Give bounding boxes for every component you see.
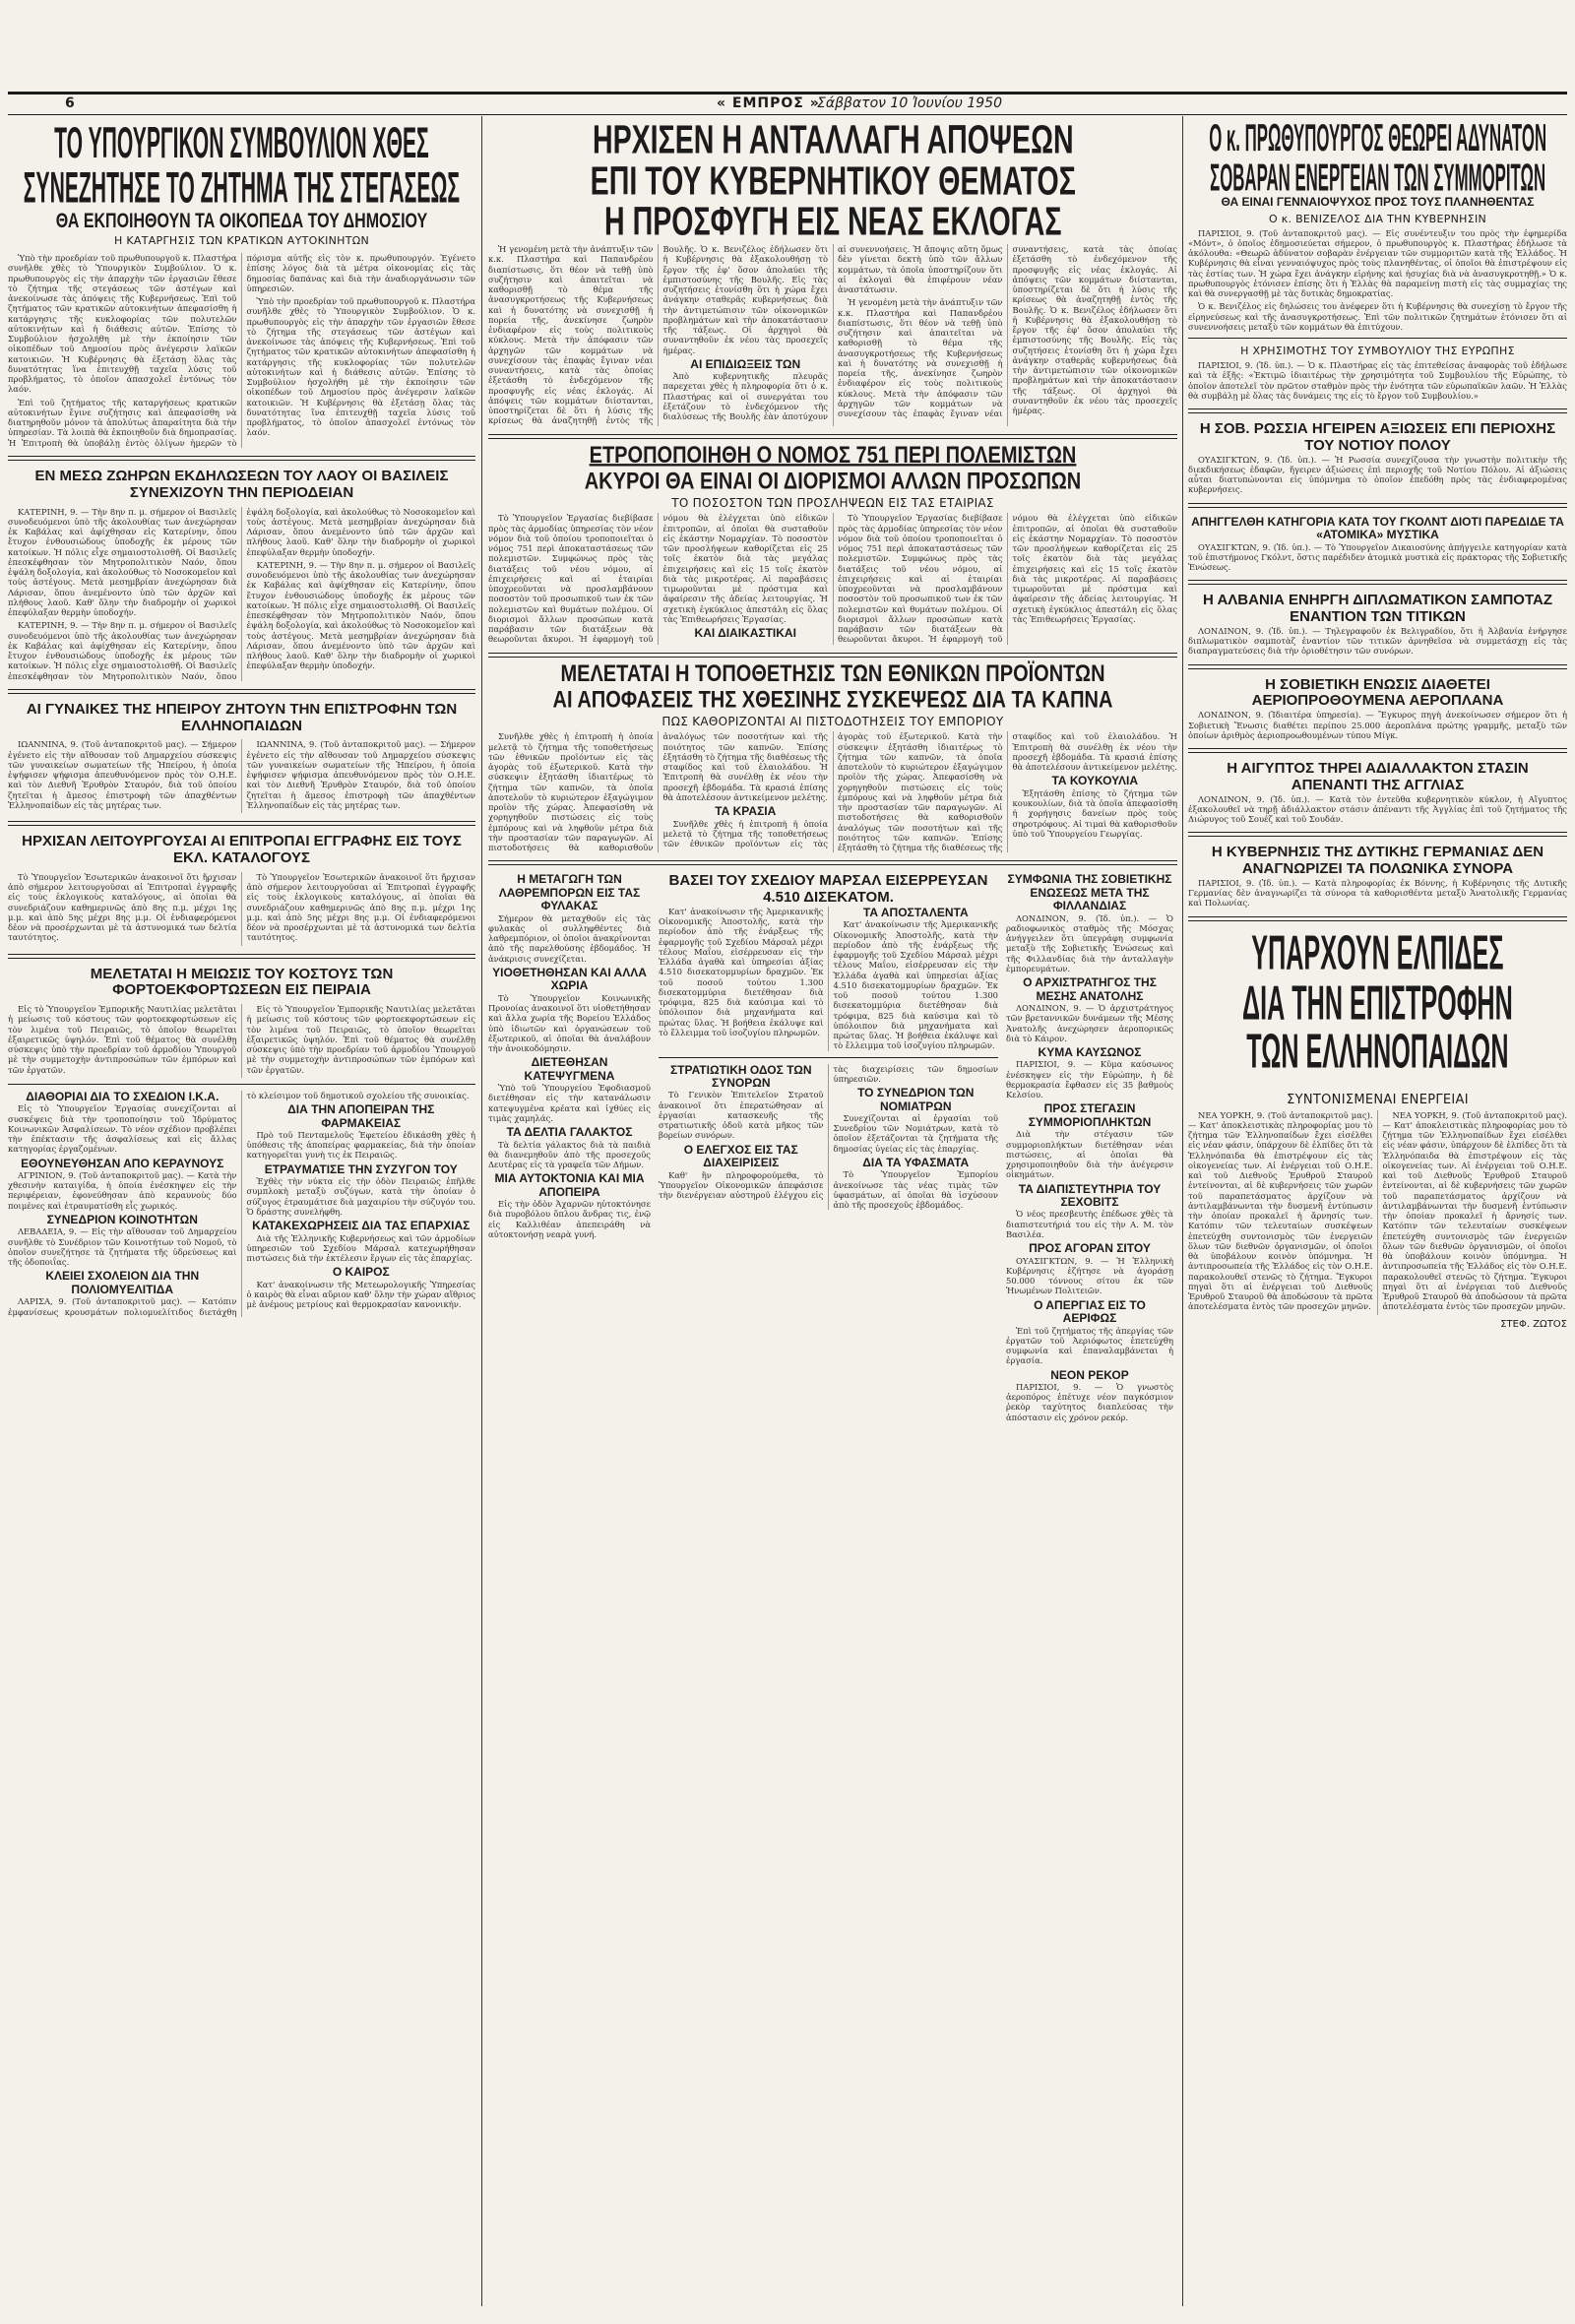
brief-headline: ΥΙΟΘΕΤΗΘΗΣΑΝ ΚΑΙ ΑΛΛΑ ΧΩΡΙΑ [492, 965, 647, 993]
article-body [8, 872, 475, 946]
article-paragraph: ΟΥΑΣΙΓΚΤΩΝ, 9. (Ἰδ. ὑπ.). — Τὸ Ὑπουργεῖον Δικαιοσύνης ἀπήγγειλε κατηγορίαν κατὰ τοῦ ἐπιστήμονος Γκόλντ, ὅστις παρέδιδεν ἀτομικὰ μυστικὰ εἰς πράκτορας τῆς Σοβιετικῆς Ἑνώσεως. [1188, 541, 1567, 573]
article-headline: Η ΣΟΒΙΕΤΙΚΗ ΕΝΩΣΙΣ ΔΙΑΘΕΤΕΙ ΑΕΡΙΟΠΡΟΘΟΥΜΕΝΑ ΑΕΡΟΠΛΑΝΑ [1251, 675, 1504, 710]
brief-paragraph: Τὸ Γενικὸν Ἐπιτελεῖον Στρατοῦ ἀνακοινοῖ ὅτι ἐπερατώθησαν αἱ ἐργασίαι κατασκευῆς τῆς στρατιωτικῆς ὁδοῦ κατὰ μῆκος τῶν βορείων συνόρων. [659, 1090, 824, 1141]
article-headline: ΜΕΛΕΤΑΤΑΙ Η ΜΕΙΩΣΙΣ ΤΟΥ ΚΟΣΤΟΥΣ ΤΩΝ ΦΟΡΤΟΕΚΦΟΡΤΩΣΕΩΝ ΕΙΣ ΠΕΙΡΑΙΑ [90, 965, 394, 999]
article-body [8, 739, 475, 813]
brief-paragraph: Εἰς τὸ Ὑπουργεῖον Ἐργασίας συνεχίζονται αἱ συσκέψεις διὰ τὴν τροποποίησιν τοῦ Ἱδρύματος Κοινωνικῶν Ἀσφαλίσεων. Τὸ νέον σχέδιον προβλέπει τὴν ἐπέκτασιν τῆς ἀσφαλίσεως καὶ εἰς ἄλλας κατηγορίας ἐργαζομένων. [8, 1103, 237, 1155]
column-rule [481, 116, 482, 2306]
article-paragraph: ΚΑΤΕΡΙΝΗ, 9. — Τὴν 8ην π. μ. σήμερον οἱ Βασιλεῖς συνοδευόμενοι ὑπὸ τῆς ἀκολουθίας των ἀνεχώρησαν ἐκ Καβάλας καὶ ἀφίχθησαν εἰς Κατερίνην, ὅπου ἔτυχον ἐνθουσιώδους ὑποδοχῆς ἐκ μέρους τῶν κατοίκων. Ἡ πόλις εἶχε σημαιοστολισθῆ. Οἱ Βασιλεῖς ἐπεσκέφθησαν τὸν Μητροπολιτικὸν Ναόν, ὅπου ἐψάλη δοξολογία, καὶ ἀκολούθως τὸ Νοσοκομεῖον καὶ τοὺς ἀστέγους. Μετὰ μεσημβρίαν ἀνεχώρησαν διὰ Λάρισαν, ὅπου ἀνεμένοντο ὑπὸ τῶν ἀρχῶν καὶ πλήθους λαοῦ. Καθ' ὅλην τὴν διαδρομὴν οἱ χωρικοὶ ἐπεφύλαξαν θερμὴν ὑποδοχήν. [8, 506, 237, 618]
article-paragraph: Ἀπὸ κυβερνητικῆς πλευρᾶς παρεχεται χθὲς ἡ πληροφορία ὅτι ὁ κ. Πλαστήρας καὶ οἱ συνεργάται του ἐξετάζουν τὸ ἐνδεχόμενον τῆς διαλύσεως τῆς Βουλῆς ἐὰν ἀποτύχουν αἱ συνεννοήσεις. Ἡ ἄποψις αὕτη ὅμως δὲν γίνεται δεκτὴ ὑπὸ τῶν ἄλλων κομμάτων, τὰ ὁποῖα ὑποστηρίζουν ὅτι αἱ ἐκλογαὶ θὰ ἐπιφέρουν νέαν ἀναστάτωσιν. [662, 244, 1003, 422]
article-paragraph: ΚΑΤΕΡΙΝΗ, 9. — Τὴν 8ην π. μ. σήμερον οἱ Βασιλεῖς συνοδευόμενοι ὑπὸ τῆς ἀκολουθίας των ἀνεχώρησαν ἐκ Καβάλας καὶ ἀφίχθησαν εἰς Κατερίνην, ὅπου ἔτυχον ἐνθουσιώδους ὑποδοχῆς ἐκ μέρους τῶν κατοίκων. Ἡ πόλις εἶχε σημαιοστολισθῆ. Οἱ Βασιλεῖς ἐπεσκέφθησαν τὸν Μητροπολιτικὸν Ναόν, ὅπου ἐψάλη δοξολογία, καὶ ἀκολούθως τὸ Νοσοκομεῖον καὶ τοὺς ἀστέγους. Μετὰ μεσημβρίαν ἀνεχώρησαν διὰ Λάρισαν, ὅπου ἀνεμένοντο ὑπὸ τῶν ἀρχῶν καὶ πλήθους λαοῦ. Καθ' ὅλην τὴν διαδρομὴν οἱ χωρικοὶ ἐπεφύλαξαν θερμὴν ὑποδοχήν. [8, 506, 475, 681]
article-paragraph: ΛΟΝΔΙΝΟΝ, 9. (Ἰδ. ὑπ.). — Τηλεγραφοῦν ἐκ Βελιγραδίου, ὅτι ἡ Ἀλβανία ἐνήργησε διπλωματικὸν σαμποτὰζ ἐναντίον τῶν τιτικῶν ἀρνηθεῖσα νὰ συμμετάσχῃ εἰς τὰς διαπραγματεύσεις διὰ τὴν ὁριοθέτησιν τῶν συνόρων. [1188, 625, 1567, 657]
brief-headline: ΣΥΜΦΩΝΙΑ ΤΗΣ ΣΟΒΙΕΤΙΚΗΣ ΕΝΩΣΕΩΣ ΜΕΤΑ ΤΗΣ ΦΙΛΛΑΝΔΙΑΣ [1007, 872, 1172, 913]
brief-headline: ΚΥΜΑ ΚΑΥΣΩΝΟΣ [1038, 1045, 1142, 1060]
headline-line: ΕΤΡΟΠΟΠΟΙΗΘΗ Ο ΝΟΜΟΣ 751 ΠΕΡΙ ΠΟΛΕΜΙΣΤΩΝ [589, 442, 1077, 469]
article-body [488, 244, 1177, 426]
article-headline: Η ΑΙΓΥΠΤΟΣ ΤΗΡΕΙ ΑΔΙΑΛΛΑΚΤΟΝ ΣΤΑΣΙΝ ΑΠΕΝΑΝΤΙ ΤΗΣ ΑΓΓΛΙΑΣ [1227, 760, 1529, 793]
headline-line: Ο κ. ΠΡΩΘΥΠΟΥΡΓΟΣ ΘΕΩΡΕΙ ΑΔΥΝΑΤΟΝ [1209, 120, 1547, 160]
brief-paragraph: ΑΓΡΙΝΙΟΝ, 9. (Τοῦ ἀνταποκριτοῦ μας). — Κατὰ τὴν χθεσινὴν καταιγίδα, ἡ ὁποία ἐνέσκηψεν εἰς τὴν περιφέρειαν, ἐφονεύθησαν ἀπὸ κεραυνοὺς δύο ποιμένες καὶ ἐτραυματίσθη εἷς χωρικός. [8, 1169, 237, 1211]
article-paragraph: Ὁ κ. Βενιζέλος εἰς δηλώσεις του ἀνέφερεν ὅτι ἡ Κυβέρνησις θὰ συνεχίσῃ τὸ ἔργον τῆς εἰρηνεύσεως καὶ τῆς ἀνασυγκροτήσεως. Ἐπὶ τῶν πολιτικῶν ζητημάτων ἐτόνισεν ὅτι αἱ συνεννοήσεις μεταξὺ τῶν κομμάτων θὰ ἐπιτύχουν. [1188, 301, 1567, 332]
headline-line: ΤΩΝ ΕΛΛΗΝΟΠΑΙΔΩΝ [1246, 1025, 1509, 1080]
article-paragraph: ΛΟΝΔΙΝΟΝ, 9. (Ἰδιαιτέρα ὑπηρεσία). — Ἔγκυρος πηγὴ ἀνεκοίνωσεν σήμερον ὅτι ἡ Σοβιετικὴ Ἕνωσις διαθέτει περίπου 25.000 ἀεροπλάνα πρώτης γραμμῆς, μεταξὺ τῶν ὁποίων ἀριθμὸς ἀεριοπροωθουμένων τύπου Μίγκ. [1188, 710, 1567, 740]
headline-line: ΗΡΧΙΣΕΝ Η ΑΝΤΑΛΛΑΓΗ ΑΠΟΨΕΩΝ [592, 120, 1074, 163]
brief-paragraph: Διὰ τῆς Ἑλληνικῆς Κυβερνήσεως καὶ τῶν ἁρμοδίων ὑπηρεσιῶν τοῦ Σχεδίου Μάρσαλ κατεχωρήθησαν πιστώσεις διὰ τὴν ἐκτέλεσιν ἔργων εἰς τὰς ἐπαρχίας. [246, 1232, 475, 1264]
banner-subheadline: Η ΚΑΤΑΡΓΗΣΙΣ ΤΩΝ ΚΡΑΤΙΚΩΝ ΑΥΤΟΚΙΝΗΤΩΝ [114, 234, 369, 248]
byline-signature: ΣΤΕΦ. ΖΩΤΟΣ [1500, 1318, 1567, 1330]
article-paragraph: Τὸ Ὑπουργεῖον Ἐσωτερικῶν ἀνακοινοῖ ὅτι ἤρχισαν ἀπὸ σήμερον λειτουργοῦσαι αἱ Ἐπιτροπαὶ ἐγγραφῆς εἰς τοὺς ἐκλογικοὺς καταλόγους, αἱ ὁποῖαι θὰ συνεδριάζουν καθημερινῶς ἀπὸ 8ης π.μ. μέχρι 1ης μ.μ. καὶ ἀπὸ 5ης μέχρι 8ης μ.μ. Οἱ ἐνδιαφερόμενοι δέον νὰ προσέρχωνται μὲ τὰ ἀστυνομικά των δελτία ταυτότητος. [8, 871, 237, 943]
article-headline: Η ΚΥΒΕΡΝΗΣΙΣ ΤΗΣ ΔΥΤΙΚΗΣ ΓΕΡΜΑΝΙΑΣ ΔΕΝ ΑΝΑΓΝΩΡΙΖΕΙ ΤΑ ΠΟΛΩΝΙΚΑ ΣΥΝΟΡΑ [1211, 844, 1544, 878]
brief-paragraph: Ὑπὸ τοῦ Ὑπουργείου Ἐφοδιασμοῦ διετέθησαν εἰς τὴν κατανάλωσιν κατεψυγμένα κρέατα καὶ ἰχθύες εἰς τιμὰς χαμηλάς. [488, 1083, 651, 1123]
headline-line: ΑΚΥΡΟΙ ΘΑ ΕΙΝΑΙ ΟΙ ΔΙΟΡΙΣΜΟΙ ΑΛΛΩΝ ΠΡΟΣΩΠΩΝ [584, 468, 1082, 495]
article-subheadline: ΣΥΝΤΟΝΙΣΜΕΝΑΙ ΕΝΕΡΓΕΙΑΙ [1287, 1092, 1469, 1107]
article-subheadline: ΤΑ ΚΡΑΣΙΑ [715, 804, 777, 819]
article-paragraph: Τὸ Ὑπουργεῖον Ἐσωτερικῶν ἀνακοινοῖ ὅτι ἤρχισαν ἀπὸ σήμερον λειτουργοῦσαι αἱ Ἐπιτροπαὶ ἐγγραφῆς εἰς τοὺς ἐκλογικοὺς καταλόγους, αἱ ὁποῖαι θὰ συνεδριάζουν καθημερινῶς ἀπὸ 8ης π.μ. μέχρι 1ης μ.μ. καὶ ἀπὸ 5ης μέχρι 8ης μ.μ. Οἱ ἐνδιαφερόμενοι δέον νὰ προσέρχωνται μὲ τὰ ἀστυνομικά των δελτία ταυτότητος. [246, 871, 475, 943]
brief-paragraph: Σήμερον θὰ μεταχθοῦν εἰς τὰς φυλακὰς οἱ συλληφθέντες διὰ λαθρεμπόριον, οἱ ὁποῖοι ἀνακρίνονται ἀπὸ τῆς παρελθούσης ἑβδομάδος. Ἡ ἀνάκρισις συνεχίζεται. [488, 912, 651, 964]
article-subheadline: ΚΑΙ ΔΙΑΙΚΑΣΤΙΚΑΙ [694, 626, 796, 641]
brief-paragraph: ΛΟΝΔΙΝΟΝ, 9. (Ἰδ. ὑπ.). — Ὁ ραδιοφωνικὸς σταθμὸς τῆς Μόσχας ἀνήγγειλεν ὅτι ὑπεγράφη συμφωνία μεταξὺ τῆς Σοβιετικῆς Ἑνώσεως καὶ τῆς Φιλλανδίας διὰ τὴν ἀνταλλαγὴν ἐμπορευμάτων. [1006, 912, 1173, 974]
brief-headline: Ο ΚΑΙΡΟΣ [332, 1265, 390, 1280]
brief-column [488, 873, 651, 1425]
brief-paragraph: ΟΥΑΣΙΓΚΤΩΝ, 9. — Ἡ Ἑλληνικὴ Κυβέρνησις ἐζήτησε νὰ ἀγοράσῃ 50.000 τόννους σίτου ἐκ τῶν Ἡνωμένων Πολιτειῶν. [1006, 1255, 1173, 1296]
brief-paragraph: Συνεχίζονται αἱ ἐργασίαι τοῦ Συνεδρίου τῶν Νομιάτρων, κατὰ τὸ ὁποῖον ἐξετάζονται τὰ ζητήματα τῆς δημοσίας ὑγείας εἰς τὰς ἐπαρχίας. [833, 1112, 998, 1154]
brief-paragraph: Ἐχθὲς τὴν νύκτα εἰς τὴν ὁδὸν Πειραιῶς ἐπῆλθε συμπλοκὴ μεταξὺ συζύγων, κατὰ τὴν ὁποίαν ὁ σύζυγος ἐτραυμάτισε διὰ μαχαιρίου τὴν σύζυγόν του. Ὁ δράστης συνελήφθη. [246, 1176, 475, 1217]
article-paragraph: ΠΑΡΙΣΙΟΙ, 9. (Τοῦ ἀνταποκριτοῦ μας). — Εἰς συνέντευξιν του πρὸς τὴν ἐφημερίδα «Μόντ», ὁ ὁποῖος ἐδημοσιεύεται σήμερον, ὁ πρωθυπουργὸς κ. Πλαστήρας ἐδήλωσε τὰ ἀκόλουθα: «Θεωρῶ ἀδύνατον σοβαρὰν ἐνέργειαν τῶν συμμοριτῶν κατὰ τῆς Ἑλλάδος. Ἡ Κυβέρνησις θὰ εἶναι γενναιόψυχος πρὸς τοὺς πλανηθέντας, οἱ ὁποῖοι θὰ ἐπιστρέψουν εἰς τὰς ἑστίας των. Ἡ χώρα ἔχει ἀνάγκην εἰρήνης καὶ ἡσυχίας διὰ νὰ ἀνασυγκροτηθῇ.» Ὁ κ. πρωθυπουργὸς ἐτόνισεν ἐπίσης ὅτι ἡ Ἑλλὰς θὰ παραμείνῃ πιστὴ εἰς τὰς συμμαχίας της καὶ θὰ συνεργασθῇ μὲ τὰς δυτικὰς δημοκρατίας. [1188, 227, 1567, 299]
article-paragraph: Τὸ Ὑπουργεῖον Ἐργασίας διεβίβασε πρὸς τὰς ἁρμοδίας ὑπηρεσίας τὸν νέον νόμον διὰ τοῦ ὁποίου τροποποιεῖται ὁ νόμος 751 περὶ ἀποκαταστάσεως τῶν πολεμιστῶν. Συμφώνως πρὸς τὰς διατάξεις τοῦ νέου νόμου, αἱ ἐπιχειρήσεις καὶ αἱ ἑταιρίαι ὑποχρεοῦνται νὰ προσλαμβάνουν ποσοστὸν τοῦ προσωπικοῦ των ἐκ τῶν πολεμιστῶν καὶ θυμάτων πολέμου. Οἱ διορισμοὶ ἄλλων προσώπων κατὰ παράβασιν τῶν διατάξεων θὰ θεωροῦνται ἄκυροι. Ἡ ἐφαρμογὴ τοῦ νόμου θὰ ἐλέγχεται ὑπὸ εἰδικῶν ἐπιτροπῶν, αἱ ὁποῖαι θὰ συσταθοῦν εἰς ἑκάστην Νομαρχίαν. Τὸ ποσοστὸν τῶν προσλήψεων καθορίζεται εἰς 25 τοῖς ἑκατὸν διὰ τὰς μεγάλας ἐπιχειρήσεις καὶ εἰς 15 τοῖς ἑκατὸν διὰ τὰς μικροτέρας. Αἱ παραβάσεις τιμωροῦνται μὲ πρόστιμα καὶ ἀφαίρεσιν τῆς ἀδείας λειτουργίας. Ἡ σχετικὴ ἐγκύκλιος ἀπεστάλη εἰς ὅλας τὰς Ἐπιθεωρήσεις Ἐργασίας. [838, 513, 1177, 645]
brief-headline: ΔΙΑ ΤΑ ΥΦΑΣΜΑΤΑ [862, 1155, 970, 1169]
foreign-brief-column [1006, 873, 1173, 1425]
brief-headline: ΔΙΑΘΟΡΙΑΙ ΔΙΑ ΤΟ ΣΧΕΔΙΟΝ Ι.Κ.Α. [26, 1089, 220, 1103]
article-paragraph: ΠΑΡΙΣΙΟΙ, 9. (Ἰδ. ὑπ.). — Ὁ κ. Πλαστήρας εἰς τὰς ἐπιτεθείσας ἀναφορὰς τοῦ ἐδήλωσε καὶ τὰ ἑξῆς: «Ἐκτιμῶ ἰδιαιτέρως τὴν χρησιμότητα τοῦ Συμβουλίου τῆς Εὐρώπης, τὸ ὁποῖον ἀποτελεῖ τὸν πρῶτον σταθμὸν πρὸς τὴν ἑνότητα τῶν εὐρωπαϊκῶν λαῶν. Ἡ Ἑλλὰς θὰ συμβάλῃ μὲ ὅλας τὰς δυνάμεις της εἰς τὸ ἔργον τοῦ Συμβουλίου.» [1188, 360, 1567, 401]
headline-line: ΑΙ ΑΠΟΦΑΣΕΙΣ ΤΗΣ ΧΘΕΣΙΝΗΣ ΣΥΣΚΕΨΕΩΣ ΔΙΑ ΤΑ ΚΑΠΝΑ [552, 686, 1113, 714]
brief-headline: ΕΘΟΥΝΕΥΘΗΣΑΝ ΑΠΟ ΚΕΡΑΥΝΟΥΣ [21, 1156, 224, 1170]
article-headline: ΕΝ ΜΕΣΩ ΖΩΗΡΩΝ ΕΚΔΗΛΩΣΕΩΝ ΤΟΥ ΛΑΟΥ ΟΙ ΒΑΣΙΛΕΙΣ ΣΥΝΕΧΙΖΟΥΝ ΤΗΝ ΠΕΡΙΟΔΕΙΑΝ [34, 467, 449, 501]
article-body [488, 513, 1177, 644]
masthead [8, 92, 1567, 115]
brief-paragraph: Ἐπὶ τοῦ ζητήματος τῆς ἀπεργίας τῶν ἐργατῶν τοῦ Ἀεριόφωτος ἐπετεύχθη συμφωνία καὶ ἐπαναλαμβάνεται ἡ ἐργασία. [1006, 1325, 1173, 1366]
article-subheadline: ΑΙ ΕΠΙΔΙΩΞΕΙΣ ΤΩΝ [690, 356, 801, 371]
headline-line: ΤΟ ΥΠΟΥΡΓΙΚΟΝ ΣΥΜΒΟΥΛΙΟΝ ΧΘΕΣ [54, 120, 429, 167]
issue-date: Σάββατον 10 Ἰουνίου 1950 [817, 95, 1002, 111]
article-body [659, 907, 998, 1051]
banner-headline [488, 120, 1177, 243]
brief-headline: ΠΡΟΣ ΣΤΕΓΑΣΙΝ ΣΥΜΜΟΡΙΟΠΛΗΚΤΩΝ [1028, 1101, 1152, 1129]
article-paragraph: Εἰς τὸ Ὑπουργεῖον Ἐμπορικῆς Ναυτιλίας μελετᾶται ἡ μείωσις τοῦ κόστους τῶν φορτοεκφορτώσεων εἰς τὸν λιμένα τοῦ Πειραιῶς, τὸ ὁποῖον θεωρεῖται ἐξαιρετικῶς ὑψηλόν. Ἐπὶ τοῦ θέματος θὰ συνέλθῃ σύσκεψις ὑπὸ τὴν προεδρίαν τοῦ ἁρμοδίου Ὑπουργοῦ μὲ τὴν συμμετοχὴν ἀντιπροσώπων τῶν ἐμπόρων καὶ τῶν ἐργατῶν. [246, 1004, 475, 1075]
center-column [488, 120, 1177, 2305]
article-paragraph: Συνῆλθε χθὲς ἡ ἐπιτροπὴ ἡ ὁποία μελετᾷ τὸ ζήτημα τῆς τοποθετήσεως τῶν ἐθνικῶν προϊόντων εἰς τὰς ἀγορὰς τοῦ ἐξωτερικοῦ. Κατὰ τὴν σύσκεψιν ἐξητάσθη ἰδιαιτέρως τὸ ζήτημα τῶν καπνῶν, τὰ ὁποῖα ἀποτελοῦν τὸ κυριώτερον ἐξαγώγιμον προϊὸν τῆς χώρας. Ἀπεφασίσθη νὰ χορηγηθοῦν πιστώσεις εἰς τοὺς ἐμπόρους καὶ νὰ ληφθοῦν μέτρα διὰ τὴν προστασίαν τῶν παραγωγῶν. Αἱ πιστοδοτήσεις θὰ καθορισθοῦν ἀναλόγως τῶν ποσοτήτων καὶ τῆς ποιότητος τῶν καπνῶν. Ἐπίσης ἐξητάσθη τὸ ζήτημα τῆς διαθέσεως τῆς σταφίδος καὶ τοῦ ἐλαιολάδου. Ἡ Ἐπιτροπὴ θὰ συνέλθῃ ἐκ νέου τὴν προσεχῆ ἑβδομάδα. Τὰ κρασιά ἐπίσης θὰ ἀποτελέσουν ἀντικείμενον μελέτης. [662, 731, 1177, 853]
paper-name: « ΕΜΠΡΟΣ » [717, 95, 820, 111]
banner-subheadline: ΘΑ ΕΚΠΟΙΗΘΟΥΝ ΤΑ ΟΙΚΟΠΕΔΑ ΤΟΥ ΔΗΜΟΣΙΟΥ [55, 211, 428, 233]
article-paragraph: Ἡ γενομένη μετὰ τὴν ἀνάπτυξιν τῶν κ.κ. Πλαστήρα καὶ Παπανδρέου διαπίστωσις, ὅτι θέον νὰ τεθῇ ὑπὸ συζήτησιν καὶ ἀπαιτεῖται νὰ καθορισθῇ τὸ θέμα τῆς ἀνασυγκροτήσεως τῆς Κυβερνήσεως καὶ ἡ δυνατότης νὰ συνεχισθῇ ἡ πορεία τῆς, ἀνεκίνησε ζωηρὸν ἐνδιαφέρον εἰς τοὺς πολιτικοὺς κύκλους. Μετὰ τὴν ἀπόφασιν τῶν ἀρχηγῶν τῶν κομμάτων νὰ συνεχίσουν τὰς ἐπαφὰς ἔγιναν νέαι συναντήσεις, κατὰ τὰς ὁποίας ἐξετάσθη τὸ ἐνδεχόμενον τῆς προσφυγῆς εἰς νέας ἐκλογάς. Αἱ ἀπόψεις τῶν κομμάτων διίστανται, ὑποστηρίζεται δὲ ὅτι ἡ λύσις τῆς κρίσεως θὰ ἀναζητηθῇ ἐντὸς τῆς Βουλῆς. Ὁ κ. Βενιζέλος ἐδήλωσεν ὅτι ἡ Κυβέρνησις θὰ ἐξακολουθήσῃ τὸ ἔργον τῆς ἐφ' ὅσον ἀπολαύει τῆς ἐμπιστοσύνης τῆς Βουλῆς. Εἰς τὰς συζητήσεις ἐτονίσθη ὅτι ἡ χώρα ἔχει ἀνάγκην σταθερᾶς κυβερνήσεως διὰ τὴν ἀντιμετώπισιν τῶν οἰκονομικῶν προβλημάτων καὶ τὴν ἀποκατάστασιν τῆς τάξεως. Οἱ ἀρχηγοὶ θὰ συναντηθοῦν ἐκ νέου τὰς προσεχεῖς ἡμέρας. [838, 244, 1177, 419]
article-paragraph: Κατ' ἀνακοίνωσιν τῆς Ἀμερικανικῆς Οἰκονομικῆς Ἀποστολῆς, κατὰ τὴν περίοδον ἀπὸ τῆς ἐνάρξεως τῆς ἐφαρμογῆς τοῦ Σχεδίου Μάρσαλ μέχρι τέλους Μαΐου, εἰσέρρευσαν εἰς τὴν Ἑλλάδα ἀγαθὰ καὶ ὑπηρεσίαι ἀξίας 4.510 δισεκατομμυρίων δραχμῶν. Ἐκ τοῦ ποσοῦ τούτου 1.300 δισεκατομμύρια διετέθησαν διὰ τρόφιμα, 825 διὰ καύσιμα καὶ τὸ ὑπόλοιπον διὰ μηχανήματα καὶ πρώτας ὕλας. Ἡ βοήθεια ἐκάλυψε καὶ τὸ ἔλλειμμα τοῦ ἰσοζυγίου πληρωμῶν. [833, 919, 998, 1051]
article-paragraph: ΛΟΝΔΙΝΟΝ, 9. (Ἰδ. ὑπ.). — Κατὰ τὸν ἐντεῦθα κυβερνητικὸν κύκλον, ἡ Αἴγυπτος ἐξακολουθεῖ νὰ τηρῇ ἀδιάλλακτον στάσιν ἀπέναντι τῆς Ἀγγλίας ἐπὶ τοῦ ζητήματος τῆς Διώρυγος τοῦ Σουέζ καὶ τοῦ Σουδάν. [1188, 793, 1567, 825]
brief-paragraph: ΛΕΒΑΔΕΙΑ, 9. — Εἰς τὴν αἴθουσαν τοῦ Δημαρχείου συνῆλθε τὸ Συνέδριον τῶν Κοινοτήτων τοῦ Νομοῦ, τὸ ὁποῖον συνεζήτησε τὰ ζητήματα τῆς ὑδρεύσεως καὶ τῆς ὁδοποιΐας. [8, 1226, 237, 1268]
brief-headline: ΤΑ ΔΕΛΤΙΑ ΓΑΛΑΚΤΟΣ [506, 1125, 633, 1140]
article-paragraph: Ἐπὶ τοῦ ζητήματος τῆς καταργήσεως κρατικῶν αὐτοκινήτων ἔγινε συζήτησις καὶ ἀπεφασίσθη νὰ διατηρηθοῦν μόνον τὰ ἀπολύτως ἀπαραίτητα διὰ τὴν ὑπηρεσίαν. Τὰ λοιπὰ θὰ ἐκποιηθοῦν διὰ δημοπρασίας. Ἡ Ἐπιτροπὴ θὰ ὑποβάλῃ ἐντὸς ὀλίγων ἡμερῶν τὸ πόρισμα αὐτῆς εἰς τὸν κ. πρωθυπουργόν. Ἐγένετο ἐπίσης λόγος διὰ τὰ μέτρα οἰκονομίας εἰς τὰς δημοσίας δαπάνας καὶ διὰ τὴν ἀναδιοργάνωσιν τῶν ὑπηρεσιῶν. [8, 253, 475, 448]
brief-paragraph: Τὸ Ὑπουργεῖον Κοινωνικῆς Προνοίας ἀνακοινοῖ ὅτι υἱοθετήθησαν καὶ ἄλλα χωρία τῆς Βορείου Ἑλλάδος ὑπὸ ἰδιωτῶν καὶ ὀργανώσεων τοῦ ἐξωτερικοῦ, αἱ ὁποῖαι θὰ ἀναλάβουν τὴν ἀνοικοδόμησιν. [488, 992, 651, 1054]
brief-news [659, 1064, 998, 1211]
brief-paragraph: ΠΑΡΙΣΙΟΙ, 9. — Κῦμα καύσωνος ἐνέσκηψεν εἰς τὴν Εὐρώπην, ἡ δὲ θερμοκρασία ἔφθασεν εἰς 35 βαθμοὺς Κελσίου. [1006, 1059, 1173, 1100]
banner-headline [8, 120, 475, 210]
article-body [8, 253, 475, 448]
brief-paragraph: Καθ' ἣν πληροφορούμεθα, τὸ Ὑπουργεῖον Οἰκονομικῶν ἀπεφάσισε τὴν διενέργειαν αὐστηροῦ ἐλέγχου εἰς τὰς διαχειρίσεις τῶν δημοσίων ὑπηρεσιῶν. [659, 1063, 998, 1201]
headline-line: ΕΠΙ ΤΟΥ ΚΥΒΕΡΝΗΤΙΚΟΥ ΘΕΜΑΤΟΣ [590, 158, 1076, 204]
brief-news [8, 1091, 475, 1317]
brief-headline: Η ΜΕΤΑΓΩΓΗ ΤΩΝ ΛΑΘΡΕΜΠΟΡΩΝ ΕΙΣ ΤΑΣ ΦΥΛΑΚΑΣ [498, 872, 641, 913]
brief-headline: Ο ΑΠΕΡΓΙΑΣ ΕΙΣ ΤΟ ΑΕΡΙΦΩΣ [1034, 1297, 1146, 1326]
article-body [8, 1004, 475, 1078]
brief-headline: ΕΤΡΑΥΜΑΤΙΣΕ ΤΗΝ ΣΥΖΥΓΟΝ ΤΟΥ [264, 1162, 458, 1176]
brief-paragraph: Τὸ Ὑπουργεῖον Ἐμπορίου ἀνεκοίνωσε τὰς νέας τιμὰς τῶν ὑφασμάτων, αἱ ὁποῖαι θὰ ἰσχύσουν ἀπὸ τῆς προσεχοῦς ἑβδομάδος. [833, 1169, 998, 1211]
headline-line: ΔΙΑ ΤΗΝ ΕΠΙΣΤΡΟΦΗΝ [1242, 975, 1513, 1031]
brief-paragraph: Διὰ τὴν στέγασιν τῶν συμμοριοπλήκτων διετέθησαν νέαι πιστώσεις, αἱ ὁποῖαι θὰ χρησιμοποιηθοῦν διὰ τὴν ἀνέγερσιν οἰκημάτων. [1006, 1129, 1173, 1180]
article-paragraph: Κατ' ἀνακοίνωσιν τῆς Ἀμερικανικῆς Οἰκονομικῆς Ἀποστολῆς, κατὰ τὴν περίοδον ἀπὸ τῆς ἐνάρξεως τῆς ἐφαρμογῆς τοῦ Σχεδίου Μάρσαλ μέχρι τέλους Μαΐου, εἰσέρρευσαν εἰς τὴν Ἑλλάδα ἀγαθὰ καὶ ὑπηρεσίαι ἀξίας 4.510 δισεκατομμυρίων δραχμῶν. Ἐκ τοῦ ποσοῦ τούτου 1.300 δισεκατομμύρια διετέθησαν διὰ τρόφιμα, 825 διὰ καύσιμα καὶ τὸ ὑπόλοιπον διὰ μηχανήματα καὶ πρώτας ὕλας. Ἡ βοήθεια ἐκάλυψε καὶ τὸ ἔλλειμμα τοῦ ἰσοζυγίου πληρωμῶν. [659, 906, 824, 1037]
brief-headline: ΔΙΕΤΕΘΗΣΑΝ ΚΑΤΕΨΥΓΜΕΝΑ [524, 1055, 615, 1083]
banner-headline [1188, 120, 1567, 199]
article-paragraph: ΝΕΑ ΥΟΡΚΗ, 9. (Τοῦ ἀνταποκριτοῦ μας). — Κατ' ἀποκλειστικὰς πληροφορίας μου τὸ ζήτημα τῶν Ἑλληνοπαίδων ἔχει εἰσέλθει εἰς νέαν φάσιν, ὑπάρχουν δὲ ἐλπίδες ὅτι τὰ Ἑλληνόπαιδα θὰ ἐπιστρέψουν εἰς τὰς οἰκογενείας των. Αἱ ἐνέργειαι τοῦ Ο.Η.Ε. καὶ τοῦ Διεθνοῦς Ἐρυθροῦ Σταυροῦ ἐντείνονται, αἱ δὲ κυβερνήσεις τῶν χωρῶν τοῦ παραπετάσματος ἀρχίζουν νὰ ἀντιλαμβάνωνται τὴν δυσμενῆ ἐντύπωσιν τὴν ὁποίαν προκαλεῖ ἡ ἄρνησίς των. Κατόπιν τῶν τελευταίων συσκέψεων ἐπετεύχθη συντονισμὸς τῶν ἐνεργειῶν ὅλων τῶν διεθνῶν ὀργανισμῶν, οἱ ὁποῖοι θὰ ὑποβάλουν κοινὸν ὑπόμνημα. Ἡ ἀντιπροσωπεία τῆς Ἑλλάδος εἰς τὸν Ο.Η.Ε. παρακολουθεῖ στενῶς τὸ ζήτημα. Ἔγκυροι πηγαὶ ὅτι αἱ ἐνέργειαι τοῦ Διεθνοῦς Ἐρυθροῦ Σταυροῦ θὰ ἀποδώσουν τὰ πρῶτα ἀποτελέσματα ἐντὸς τῶν προσεχῶν μηνῶν. [1188, 1109, 1373, 1312]
article-headline: ΑΠΗΓΓΕΛΘΗ ΚΑΤΗΓΟΡΙΑ ΚΑΤΑ ΤΟΥ ΓΚΟΛΝΤ ΔΙΟΤΙ ΠΑΡΕΔΙΔΕ ΤΑ «ΑΤΟΜΙΚΑ» ΜΥΣΤΙΚΑ [1191, 514, 1564, 542]
article-headline: ΒΑΣΕΙ ΤΟΥ ΣΧΕΔΙΟΥ ΜΑΡΣΑΛ ΕΙΣΕΡΡΕΥΣΑΝ 4.510 ΔΙΣΕΚΑΤΟΜ. [668, 872, 988, 907]
article-headline: ΗΡΧΙΣΑΝ ΛΕΙΤΟΥΡΓΟΥΣΑΙ ΑΙ ΕΠΙΤΡΟΠΑΙ ΕΓΓΡΑΦΗΣ ΕΙΣ ΤΟΥΣ ΕΚΛ. ΚΑΤΑΛΟΓΟΥΣ [22, 833, 462, 866]
article-paragraph: ΟΥΑΣΙΓΚΤΩΝ, 9. (Ἰδ. ὑπ.). — Ἡ Ρωσσία συνεχίζουσα τὴν γνωστὴν πολιτικὴν τῆς διεκδικήσεως ἐδαφῶν, ἤγειρεν ἀξιώσεις ἐπὶ περιοχῆς τοῦ Νοτίου Πόλου. Αἱ ἀξιώσεις αὗται διατυπώνονται εἰς ὑπόμνημα τὸ ὁποῖον ἐπεδόθη πρὸς τὰς ἐνδιαφερομένας κυβερνήσεις. [1188, 454, 1567, 495]
article-headline: ΑΙ ΓΥΝΑΙΚΕΣ ΤΗΣ ΗΠΕΙΡΟΥ ΖΗΤΟΥΝ ΤΗΝ ΕΠΙΣΤΡΟΦΗΝ ΤΩΝ ΕΛΛΗΝΟΠΑΙΔΩΝ [26, 700, 458, 734]
brief-paragraph: Πρὸ τοῦ Πενταμελοῦς Ἐφετείου ἐδικάσθη χθὲς ἡ ὑπόθεσις τῆς ἀποπείρας φαρμακείας, διὰ τὴν ὁποίαν κατηγορεῖται γυνὴ τις ἐκ Πειραιῶς. [246, 1129, 475, 1161]
brief-headline: ΠΡΟΣ ΑΓΟΡΑΝ ΣΙΤΟΥ [1029, 1241, 1151, 1256]
article-subheadline: ΠΩΣ ΚΑΘΟΡΙΖΟΝΤΑΙ ΑΙ ΠΙΣΤΟΔΟΤΗΣΕΙΣ ΤΟΥ ΕΜΠΟΡΙΟΥ [662, 715, 1004, 729]
page-number: 6 [65, 95, 75, 111]
brief-paragraph: ΠΑΡΙΣΙΟΙ, 9. — Ὁ γνωστὸς ἀεροπόρος ἐπέτυχε νέον παγκόσμιον ῥεκὸρ ταχύτητος διαπλεύσας τὴν ἀπόστασιν εἰς χρόνον ρεκόρ. [1006, 1381, 1173, 1422]
article-subheadline: ΤΑ ΑΠΟΣΤΑΛΕΝΤΑ [862, 905, 969, 919]
brief-headline: ΚΑΤΑΚΕΧΩΡΗΣΕΙΣ ΔΙΑ ΤΑΣ ΕΠΑΡΧΙΑΣ [252, 1219, 471, 1233]
article-headline: Η ΣΟΒ. ΡΩΣΣΙΑ ΗΓΕΙΡΕΝ ΑΞΙΩΣΕΙΣ ΕΠΙ ΠΕΡΙΟΧΗΣ ΤΟΥ ΝΟΤΙΟΥ ΠΟΛΟΥ [1199, 420, 1556, 454]
big-headline [1188, 925, 1567, 1080]
article-paragraph: Ἐξητάσθη ἐπίσης τὸ ζήτημα τῶν κουκουλίων, διὰ τὰ ὁποῖα ἀπεφασίσθη ἡ χορήγησις δανείων πρὸς τοὺς σηροτρόφους. Αἱ τιμαὶ θὰ καθορισθοῦν ὑπὸ τοῦ Ὑπουργείου Γεωργίας. [1012, 787, 1177, 839]
article-paragraph: ΙΩΑΝΝΙΝΑ, 9. (Τοῦ ἀνταποκριτοῦ μας). — Σήμερον ἐγένετο εἰς τὴν αἴθουσαν τοῦ Δημαρχείου σύσκεψις τῶν γυναικείων σωματείων τῆς Ἠπείρου, ἡ ὁποία ἐψήφισεν ψήφισμα ἀπευθυνόμενον πρὸς τὸν Ο.Η.Ε. καὶ τὸν Διεθνῆ Ἐρυθρὸν Σταυρόν, διὰ τοῦ ὁποίου ζητεῖται ἡ ἄμεσος ἐπιστροφὴ τῶν ἀπαχθέντων Ἑλληνοπαίδων εἰς τὰς μητέρας των. [246, 739, 475, 810]
article-paragraph: ΠΑΡΙΣΙΟΙ, 9. (Ἰδ. ὑπ.). — Κατὰ πληροφορίας ἐκ Βόννης, ἡ Κυβέρνησις τῆς Δυτικῆς Γερμανίας δὲν ἀναγνωρίζει τὰ σύνορα τὰ καθορισθέντα μεταξὺ Ἀνατολικῆς Γερμανίας καὶ Πολωνίας. [1188, 877, 1567, 909]
brief-headline: Ο ΕΛΕΓΧΟΣ ΕΙΣ ΤΑΣ ΔΙΑΧΕΙΡΙΣΕΙΣ [683, 1142, 798, 1170]
article-paragraph: Ἡ γενομένη μετὰ τὴν ἀνάπτυξιν τῶν κ.κ. Πλαστήρα καὶ Παπανδρέου διαπίστωσις, ὅτι θέον νὰ τεθῇ ὑπὸ συζήτησιν καὶ ἀπαιτεῖται νὰ καθορισθῇ τὸ θέμα τῆς ἀνασυγκροτήσεως τῆς Κυβερνήσεως καὶ ἡ δυνατότης νὰ συνεχισθῇ ἡ πορεία τῆς, ἀνεκίνησε ζωηρὸν ἐνδιαφέρον εἰς τοὺς πολιτικοὺς κύκλους. Μετὰ τὴν ἀπόφασιν τῶν ἀρχηγῶν τῶν κομμάτων νὰ συνεχίσουν τὰς ἐπαφὰς ἔγιναν νέαι συναντήσεις, κατὰ τὰς ὁποίας ἐξετάσθη τὸ ἐνδεχόμενον τῆς προσφυγῆς εἰς νέας ἐκλογάς. Αἱ ἀπόψεις τῶν κομμάτων διίστανται, ὑποστηρίζεται δὲ ὅτι ἡ λύσις τῆς κρίσεως θὰ ἀναζητηθῇ ἐντὸς τῆς Βουλῆς. Ὁ κ. Βενιζέλος ἐδήλωσεν ὅτι ἡ Κυβέρνησις θὰ ἐξακολουθήσῃ τὸ ἔργον τῆς ἐφ' ὅσον ἀπολαύει τῆς ἐμπιστοσύνης τῆς Βουλῆς. Εἰς τὰς συζητήσεις ἐτονίσθη ὅτι ἡ χώρα ἔχει ἀνάγκην σταθερᾶς κυβερνήσεως διὰ τὴν ἀντιμετώπισιν τῶν οἰκονομικῶν προβλημάτων καὶ τὴν ἀποκατάστασιν τῆς τάξεως. Οἱ ἀρχηγοὶ θὰ συναντηθοῦν ἐκ νέου τὰς προσεχεῖς ἡμέρας. [488, 244, 828, 426]
article-body [8, 507, 475, 681]
article-headline [488, 660, 1177, 714]
article-subheadline: ΤΑ ΚΟΥΚΟΥΛΙΑ [1051, 774, 1139, 788]
brief-headline: ΣΤΡΑΤΙΩΤΙΚΗ ΟΔΟΣ ΤΩΝ ΣΥΝΟΡΩΝ [669, 1062, 812, 1091]
headline-line: ΣΟΒΑΡΑΝ ΕΝΕΡΓΕΙΑΝ ΤΩΝ ΣΥΜΜΟΡΙΤΩΝ [1210, 157, 1546, 200]
brief-paragraph: ΛΟΝΔΙΝΟΝ, 9. — Ὁ ἀρχιστράτηγος τῶν βρεταννικῶν δυνάμεων τῆς Μέσης Ἀνατολῆς ἀνεχώρησεν ἀεροπορικῶς διὰ τὸ Κάιρον. [1006, 1003, 1173, 1043]
headline-line: ΥΠΑΡΧΟΥΝ ΕΛΠΙΔΕΣ [1251, 925, 1504, 980]
headline-line: ΣΥΝΕΖΗΤΗΣΕ ΤΟ ΖΗΤΗΜΑ ΤΗΣ ΣΤΕΓΑΣΕΩΣ [23, 161, 461, 212]
banner-subheadline: Ο κ. ΒΕΝΙΖΕΛΟΣ ΔΙΑ ΤΗΝ ΚΥΒΕΡΝΗΣΙΝ [1268, 212, 1487, 225]
article-paragraph: Ὑπὸ τὴν προεδρίαν τοῦ πρωθυπουργοῦ κ. Πλαστήρα συνῆλθε χθὲς τὸ Ὑπουργικὸν Συμβούλιον. Ὁ κ. πρωθυπουργὸς εἰς τὴν ἀπαρχὴν τῶν ἐργασιῶν ἔθεσε τὸ ζήτημα τῆς στεγάσεως τῶν ἀστέγων καὶ ἀνεκοίνωσε τὰς ἀπόψεις τῆς Κυβερνήσεως. Ἐπὶ τοῦ ζητήματος τῶν κρατικῶν αὐτοκινήτων ἀπεφασίσθη ἡ κατάργησις τῆς κυκλοφορίας τῶν πολυτελῶν αὐτοκινήτων καὶ ἡ διάθεσις αὐτῶν. Ἐπίσης τὸ Συμβούλιον ἠσχολήθη μὲ τὴν ἐκποίησιν τῶν οἰκοπέδων τοῦ Δημοσίου πρὸς ἀνέγερσιν λαϊκῶν κατοικιῶν. Ἡ Κυβέρνησις θὰ ἐξετάσῃ ὅλας τὰς δυνατότητας ἵνα ἐπιτευχθῇ ταχεῖα λύσις τοῦ προβλήματος, τὸ ὁποῖον ἀπασχολεῖ ἐντόνως τὸν λαόν. [246, 296, 475, 438]
article-paragraph: ΙΩΑΝΝΙΝΑ, 9. (Τοῦ ἀνταποκριτοῦ μας). — Σήμερον ἐγένετο εἰς τὴν αἴθουσαν τοῦ Δημαρχείου σύσκεψις τῶν γυναικείων σωματείων τῆς Ἠπείρου, ἡ ὁποία ἐψήφισεν ψήφισμα ἀπευθυνόμενον πρὸς τὸν Ο.Η.Ε. καὶ τὸν Διεθνῆ Ἐρυθρὸν Σταυρόν, διὰ τοῦ ὁποίου ζητεῖται ἡ ἄμεσος ἐπιστροφὴ τῶν ἀπαχθέντων Ἑλληνοπαίδων εἰς τὰς μητέρας των. [8, 739, 237, 810]
article-paragraph: Τὸ Ὑπουργεῖον Ἐργασίας διεβίβασε πρὸς τὰς ἁρμοδίας ὑπηρεσίας τὸν νέον νόμον διὰ τοῦ ὁποίου τροποποιεῖται ὁ νόμος 751 περὶ ἀποκαταστάσεως τῶν πολεμιστῶν. Συμφώνως πρὸς τὰς διατάξεις τοῦ νέου νόμου, αἱ ἐπιχειρήσεις καὶ αἱ ἑταιρίαι ὑποχρεοῦνται νὰ προσλαμβάνουν ποσοστὸν τοῦ προσωπικοῦ των ἐκ τῶν πολεμιστῶν καὶ θυμάτων πολέμου. Οἱ διορισμοὶ ἄλλων προσώπων κατὰ παράβασιν τῶν διατάξεων θὰ θεωροῦνται ἄκυροι. Ἡ ἐφαρμογὴ τοῦ νόμου θὰ ἐλέγχεται ὑπὸ εἰδικῶν ἐπιτροπῶν, αἱ ὁποῖαι θὰ συσταθοῦν εἰς ἑκάστην Νομαρχίαν. Τὸ ποσοστὸν τῶν προσλήψεων καθορίζεται εἰς 25 τοῖς ἑκατὸν διὰ τὰς μεγάλας ἐπιχειρήσεις καὶ εἰς 15 τοῖς ἑκατὸν διὰ τὰς μικροτέρας. Αἱ παραβάσεις τιμωροῦνται μὲ πρόστιμα καὶ ἀφαίρεσιν τῆς ἀδείας λειτουργίας. Ἡ σχετικὴ ἐγκύκλιος ἀπεστάλη εἰς ὅλας τὰς Ἐπιθεωρήσεις Ἐργασίας. [488, 513, 828, 645]
brief-headline: ΔΙΑ ΤΗΝ ΑΠΟΠΕΙΡΑΝ ΤΗΣ ΦΑΡΜΑΚΕΙΑΣ [287, 1102, 435, 1130]
article-body [488, 731, 1177, 852]
brief-headline: Ο ΑΡΧΙΣΤΡΑΤΗΓΟΣ ΤΗΣ ΜΕΣΗΣ ΑΝΑΤΟΛΗΣ [1023, 975, 1157, 1003]
article-paragraph: Ὑπὸ τὴν προεδρίαν τοῦ πρωθυπουργοῦ κ. Πλαστήρα συνῆλθε χθὲς τὸ Ὑπουργικὸν Συμβούλιον. Ὁ κ. πρωθυπουργὸς εἰς τὴν ἀπαρχὴν τῶν ἐργασιῶν ἔθεσε τὸ ζήτημα τῆς στεγάσεως τῶν ἀστέγων καὶ ἀνεκοίνωσε τὰς ἀπόψεις τῆς Κυβερνήσεως. Ἐπὶ τοῦ ζητήματος τῶν κρατικῶν αὐτοκινήτων ἀπεφασίσθη ἡ κατάργησις τῆς κυκλοφορίας τῶν πολυτελῶν αὐτοκινήτων καὶ ἡ διάθεσις αὐτῶν. Ἐπίσης τὸ Συμβούλιον ἠσχολήθη μὲ τὴν ἐκποίησιν τῶν οἰκοπέδων τοῦ Δημοσίου πρὸς ἀνέγερσιν λαϊκῶν κατοικιῶν. Ἡ Κυβέρνησις θὰ ἐξετάσῃ ὅλας τὰς δυνατότητας ἵνα ἐπιτευχθῇ ταχεῖα λύσις τοῦ προβλήματος, τὸ ὁποῖον ἀπασχολεῖ ἐντόνως τὸν λαόν. [8, 253, 237, 395]
article-paragraph: Συνῆλθε χθὲς ἡ ἐπιτροπὴ ἡ ὁποία μελετᾷ τὸ ζήτημα τῆς τοποθετήσεως τῶν ἐθνικῶν προϊόντων εἰς τὰς ἀγορὰς τοῦ ἐξωτερικοῦ. Κατὰ τὴν σύσκεψιν ἐξητάσθη ἰδιαιτέρως τὸ ζήτημα τῶν καπνῶν, τὰ ὁποῖα ἀποτελοῦν τὸ κυριώτερον ἐξαγώγιμον προϊὸν τῆς χώρας. Ἀπεφασίσθη νὰ χορηγηθοῦν πιστώσεις εἰς τοὺς ἐμπόρους καὶ νὰ ληφθοῦν μέτρα διὰ τὴν προστασίαν τῶν παραγωγῶν. Αἱ πιστοδοτήσεις θὰ καθορισθοῦν ἀναλόγως τῶν ποσοτήτων καὶ τῆς ποιότητος τῶν καπνῶν. Ἐπίσης ἐξητάσθη τὸ ζήτημα τῆς διαθέσεως τῆς σταφίδος καὶ τοῦ ἐλαιολάδου. Ἡ Ἐπιτροπὴ θὰ συνέλθῃ ἐκ νέου τὴν προσεχῆ ἑβδομάδα. Τὰ κρασιά ἐπίσης θὰ ἀποτελέσουν ἀντικείμενον μελέτης. [488, 731, 828, 853]
brief-paragraph: Κατ' ἀνακοίνωσιν τῆς Μετεωρολογικῆς Ὑπηρεσίας ὁ καιρὸς θὰ εἶναι αὔριον καθ' ὅλην τὴν χώραν αἴθριος μὲ ἀνέμους μετρίους καὶ θερμοκρασίαν κανονικήν. [246, 1279, 475, 1310]
right-column [1188, 120, 1567, 2305]
article-headline: Η ΑΛΒΑΝΙΑ ΕΝΗΡΓΗ ΔΙΠΛΩΜΑΤΙΚΟΝ ΣΑΜΠΟΤΑΖ ΕΝΑΝΤΙΟΝ ΤΩΝ ΤΙΤΙΚΩΝ [1203, 592, 1552, 626]
brief-headline: ΤΟ ΣΥΝΕΔΡΙΟΝ ΤΩΝ ΝΟΜΙΑΤΡΩΝ [857, 1086, 975, 1113]
article-body [1188, 1110, 1567, 1315]
column-rule [1182, 116, 1183, 2306]
headline-line: Η ΠΡΟΣΦΥΓΗ ΕΙΣ ΝΕΑΣ ΕΚΛΟΓΑΣ [604, 199, 1062, 245]
article-headline: Η ΧΡΗΣΙΜΟΤΗΣ ΤΟΥ ΣΥΜΒΟΥΛΙΟΥ ΤΗΣ ΕΥΡΩΠΗΣ [1240, 345, 1515, 358]
brief-paragraph: ΛΑΡΙΣΑ, 9. (Τοῦ ἀνταποκριτοῦ μας). — Κατόπιν ἐμφανίσεως κρουσμάτων πολιομυελίτιδος διετάχθη τὸ κλείσιμον τοῦ δημοτικοῦ σχολείου τῆς συνοικίας. [8, 1090, 470, 1317]
article-paragraph: Εἰς τὸ Ὑπουργεῖον Ἐμπορικῆς Ναυτιλίας μελετᾶται ἡ μείωσις τοῦ κόστους τῶν φορτοεκφορτώσεων εἰς τὸν λιμένα τοῦ Πειραιῶς, τὸ ὁποῖον θεωρεῖται ἐξαιρετικῶς ὑψηλόν. Ἐπὶ τοῦ θέματος θὰ συνέλθῃ σύσκεψις ὑπὸ τὴν προεδρίαν τοῦ ἁρμοδίου Ὑπουργοῦ μὲ τὴν συμμετοχὴν ἀντιπροσώπων τῶν ἐμπόρων καὶ τῶν ἐργατῶν. [8, 1004, 237, 1075]
article-subheadline: ΤΟ ΠΟΣΟΣΤΟΝ ΤΩΝ ΠΡΟΣΛΗΨΕΩΝ ΕΙΣ ΤΑΣ ΕΤΑΙΡΙΑΣ [671, 496, 994, 511]
brief-headline: ΤΑ ΔΙΑΠΙΣΤΕΥΤΗΡΙΑ ΤΟΥ ΣΕΧΟΒΙΤΣ [1018, 1181, 1162, 1210]
brief-headline: ΣΥΝΕΔΡΙΟΝ ΚΟΙΝΟΤΗΤΩΝ [46, 1212, 198, 1226]
lower-center-section [488, 873, 1177, 1425]
brief-paragraph: Εἰς τὴν ὁδὸν Ἀχαρνῶν ηὐτοκτόνησε διὰ πυροβόλου ὅπλου ἄνδρας τις, ἐνῷ εἰς Καλλιθέαν ἀπεπειράθη νὰ αὐτοκτονήσῃ νεαρὰ γυνή. [488, 1199, 651, 1239]
brief-paragraph: Τὰ δελτία γάλακτος διὰ τὰ παιδιὰ θὰ διανεμηθοῦν ἀπὸ τῆς προσεχοῦς Δευτέρας εἰς τὰ γραφεῖα τῶν Δήμων. [488, 1139, 651, 1170]
article-paragraph: ΚΑΤΕΡΙΝΗ, 9. — Τὴν 8ην π. μ. σήμερον οἱ Βασιλεῖς συνοδευόμενοι ὑπὸ τῆς ἀκολουθίας των ἀνεχώρησαν ἐκ Καβάλας καὶ ἀφίχθησαν εἰς Κατερίνην, ὅπου ἔτυχον ἐνθουσιώδους ὑποδοχῆς ἐκ μέρους τῶν κατοίκων. Ἡ πόλις εἶχε σημαιοστολισθῆ. Οἱ Βασιλεῖς ἐπεσκέφθησαν τὸν Μητροπολιτικὸν Ναόν, ὅπου ἐψάλη δοξολογία, καὶ ἀκολούθως τὸ Νοσοκομεῖον καὶ τοὺς ἀστέγους. Μετὰ μεσημβρίαν ἀνεχώρησαν διὰ Λάρισαν, ὅπου ἀνεμένοντο ὑπὸ τῶν ἀρχῶν καὶ πλήθους λαοῦ. Καθ' ὅλην τὴν διαδρομὴν οἱ χωρικοὶ ἐπεφύλαξαν θερμὴν ὑποδοχήν. [246, 559, 475, 671]
article-headline [488, 442, 1177, 495]
brief-headline: ΝΕΟΝ ΡΕΚΟΡ [1050, 1367, 1129, 1382]
banner-subheadline: ΘΑ ΕΙΝΑΙ ΓΕΝΝΑΙΟΨΥΧΟΣ ΠΡΟΣ ΤΟΥΣ ΠΛΑΝΗΘΕΝΤΑΣ [1221, 195, 1535, 210]
brief-headline: ΚΛΕΙΕΙ ΣΧΟΛΕΙΟΝ ΔΙΑ ΤΗΝ ΠΟΛΙΟΜΥΕΛΙΤΙΔΑ [45, 1269, 200, 1296]
article-paragraph: ΝΕΑ ΥΟΡΚΗ, 9. (Τοῦ ἀνταποκριτοῦ μας). — Κατ' ἀποκλειστικὰς πληροφορίας μου τὸ ζήτημα τῶν Ἑλληνοπαίδων ἔχει εἰσέλθει εἰς νέαν φάσιν, ὑπάρχουν δὲ ἐλπίδες ὅτι τὰ Ἑλληνόπαιδα θὰ ἐπιστρέψουν εἰς τὰς οἰκογενείας των. Αἱ ἐνέργειαι τοῦ Ο.Η.Ε. καὶ τοῦ Διεθνοῦς Ἐρυθροῦ Σταυροῦ ἐντείνονται, αἱ δὲ κυβερνήσεις τῶν χωρῶν τοῦ παραπετάσματος ἀρχίζουν νὰ ἀντιλαμβάνωνται τὴν δυσμενῆ ἐντύπωσιν τὴν ὁποίαν προκαλεῖ ἡ ἄρνησίς των. Κατόπιν τῶν τελευταίων συσκέψεων ἐπετεύχθη συντονισμὸς τῶν ἐνεργειῶν ὅλων τῶν διεθνῶν ὀργανισμῶν, οἱ ὁποῖοι θὰ ὑποβάλουν κοινὸν ὑπόμνημα. Ἡ ἀντιπροσωπεία τῆς Ἑλλάδος εἰς τὸν Ο.Η.Ε. παρακολουθεῖ στενῶς τὸ ζήτημα. Ἔγκυροι πηγαὶ ὅτι αἱ ἐνέργειαι τοῦ Διεθνοῦς Ἐρυθροῦ Σταυροῦ θὰ ἀποδώσουν τὰ πρῶτα ἀποτελέσματα ἐντὸς τῶν προσεχῶν μηνῶν. [1382, 1109, 1567, 1312]
left-column [8, 120, 475, 2305]
brief-paragraph: Ὁ νέος πρεσβευτὴς ἐπέδωσε χθὲς τὰ διαπιστευτήριά του εἰς τὴν Α. Μ. τὸν Βασιλέα. [1006, 1209, 1173, 1239]
headline-line: ΜΕΛΕΤΑΤΑΙ Η ΤΟΠΟΘΕΤΗΣΙΣ ΤΩΝ ΕΘΝΙΚΩΝ ΠΡΟΪΟΝΤΩΝ [560, 660, 1105, 687]
brief-headline: ΜΙΑ ΑΥΤΟΚΤΟΝΙΑ ΚΑΙ ΜΙΑ ΑΠΟΠΕΙΡΑ [494, 1171, 645, 1199]
marshall-section [659, 873, 998, 1425]
